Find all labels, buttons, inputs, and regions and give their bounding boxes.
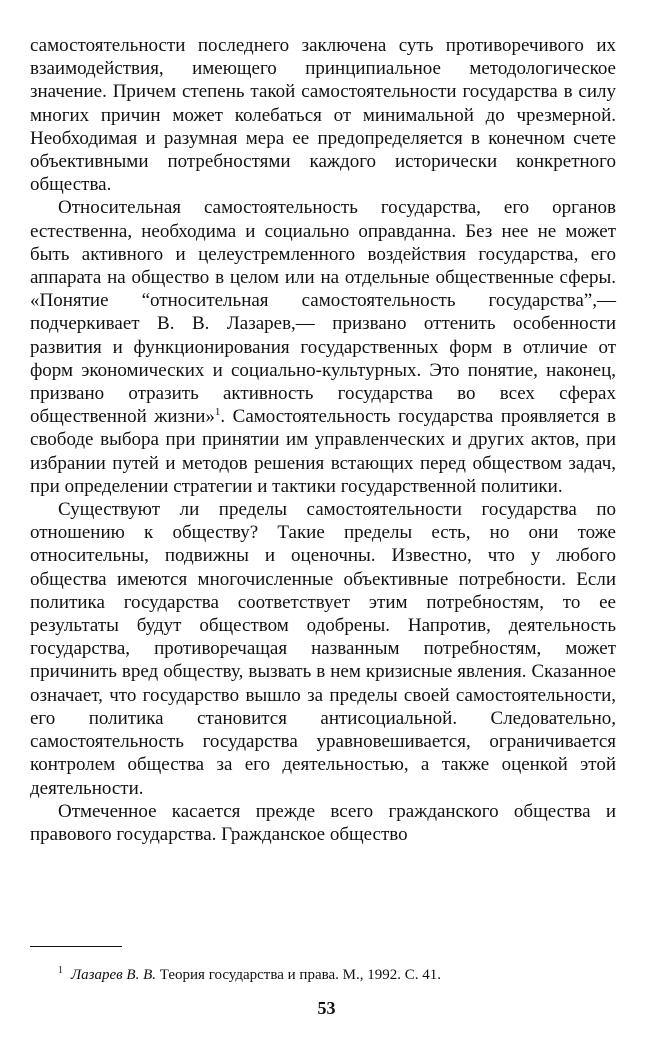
footnote [58, 962, 618, 984]
paragraph-2 [30, 196, 616, 498]
paragraph-3-text: Существуют ли пределы самостоятельности государства по отношению к обществу? Такие пределы есть, но они тоже относительны, подвижны и оценочны. Известно, что у любого общества имеются многочисленные объективные потребности. Если политика государства соответствует этим потребностям, то ее результаты будут обществом одобрены. Напротив, деятельность государства, противоречащая названным потребностям, может причинить вред обществу, вызвать в нем кризисные явления. Сказанное означает, что государство вышло за пределы своей самостоятельности, его политика становится антисоциальной. Следовательно, самостоятельность государства уравновешивается, ограничивается контролем общества за его деятельностью, а также оценкой этой деятельности. [30, 499, 616, 799]
paragraph-2-text-after-note: . Самостоятельность государства проявляется в свободе выбора при принятии им управленческих и других актов, при избрании путей и методов решения встающих перед обществом задач, при определении стратегии и тактики государственной политики. [30, 406, 617, 497]
footnote-author: Лазарев В. В. [71, 967, 157, 983]
footnote-text: Теория государства и права. М., 1992. С. 41. [156, 967, 442, 983]
paragraph-1-text: самостоятельности последнего заключена суть противоречивого их взаимодействия, имеющего принципиальное методологическое значение. Причем степень такой самостоятельности государства в силу многих причин может колебаться от минимальной до чрезмерной. Необходимая и разумная мера ее предопределяется в конечном счете объективными потребностями каждого исторически конкретного общества. [30, 35, 616, 196]
body-text [30, 34, 616, 846]
footnote-divider [30, 946, 122, 947]
footnote-mark: 1 [58, 965, 63, 976]
page-body [30, 34, 616, 846]
paragraph-2-text-before-note: Относительная самостоятельность государства, его органов естественна, необходима и социально оправданна. Без нее не может быть активного и целеустремленного воздействия государства, его аппарата на общество в целом или на отдельные общественные сферы. «Понятие “относительная самостоятельность государства”,— подчеркивает В. В. Лазарев,— призвано оттенить особенности развития и функционирования государственных форм в отличие от форм экономических и социально-культурных. Это понятие, наконец, призвано отразить активность государства во всех сферах общественной жизни» [30, 197, 616, 428]
page-number: 53 [317, 998, 336, 1018]
paragraph-4-text: Отмеченное касается прежде всего гражданского общества и правового государства. Гражданское общество [30, 800, 616, 845]
footnote-reference[interactable]: 1 [214, 406, 221, 419]
paragraph-1 [30, 34, 616, 196]
paragraph-4 [30, 800, 616, 846]
paragraph-3 [30, 498, 616, 800]
